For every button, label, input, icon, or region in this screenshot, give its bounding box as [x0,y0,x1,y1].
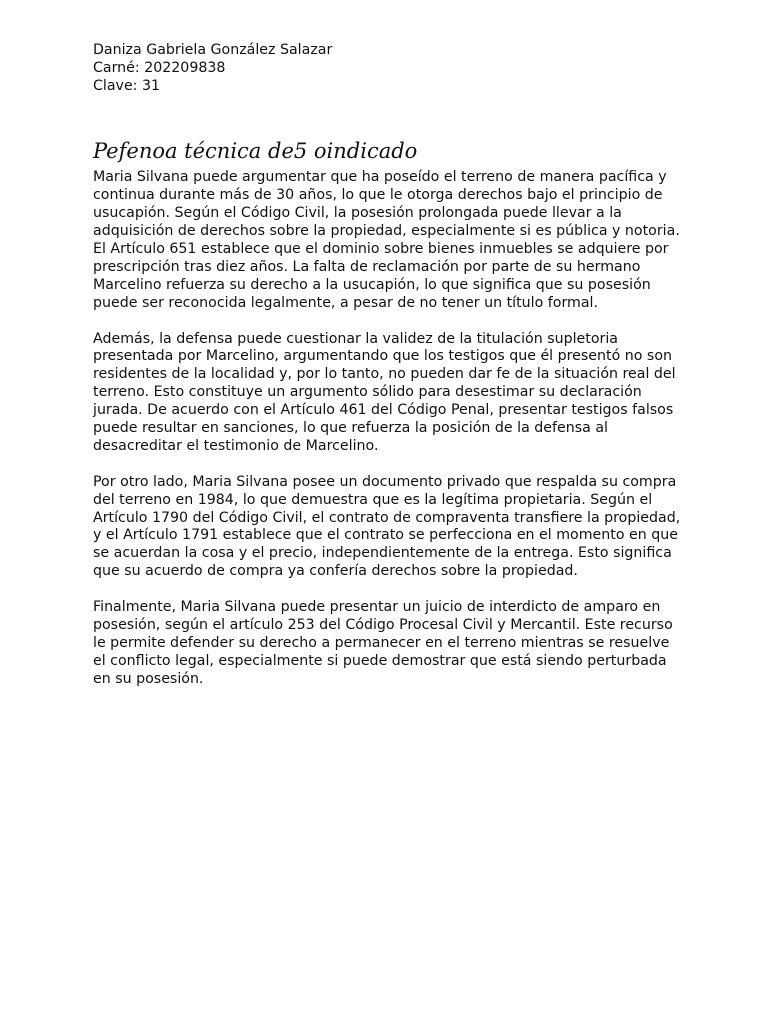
document-title: Pefenoa técnica de5 oindicado [93,139,418,164]
paragraph-1: Maria Silvana puede argumentar que ha poseído el terreno de manera pacífica y continua durante más de 30 años, lo que le otorga derechos bajo el principio de usucapión. Según el Código Civil, la posesión prolongada puede llevar a la adquisición de derechos sobre la propiedad, especialmente si es pública y notoria. El Artículo 651 establece que el dominio sobre bienes inmuebles se adquiere por prescripción tras diez años. La falta de reclamación por parte de su hermano Marcelino refuerza su derecho a la usucapión, lo que significa que su posesión puede ser reconocida legalmente, a pesar de no tener un título formal. [93,169,680,311]
student-id: Carné: 202209838 [93,59,226,76]
document-page [93,42,683,707]
paragraph-3: Por otro lado, Maria Silvana posee un documento privado que respalda su compra del terreno en 1984, lo que demuestra que es la legítima propietaria. Según el Artículo 1790 del Código Civil, el contrato de compraventa transfiere la propiedad, y el Artículo 1791 establece que el contrato se perfecciona en el momento en que se acuerdan la cosa y el precio, independientemente de la entrega. Esto significa que su acuerdo de compra ya confería derechos sobre la propiedad. [93,473,681,580]
student-key: Clave: 31 [93,77,161,94]
author-name: Daniza Gabriela González Salazar [93,42,333,58]
paragraph-4: Finalmente, Maria Silvana puede presentar un juicio de interdicto de amparo en posesión, según el artículo 253 del Código Procesal Civil y Mercantil. Este recurso le permite defender su derecho a permanecer en el terreno mientras se resuelve el conflicto legal, especialmente si puede demostrar que está siendo perturbada en su posesión. [93,599,673,687]
author-header [93,42,683,95]
paragraph-2: Además, la defensa puede cuestionar la validez de la titulación supletoria presentada por Marcelino, argumentando que los testigos que él presentó no son residentes de la localidad y, por lo tanto, no pueden dar fe de la situación real del terreno. Esto constituye un argumento sólido para desestimar su declaración jurada. De acuerdo con el Artículo 461 del Código Penal, presentar testigos falsos puede resultar en sanciones, lo que refuerza la posición de la defensa al desacreditar el testimonio de Marcelino. [93,330,676,454]
document-body [93,169,683,688]
